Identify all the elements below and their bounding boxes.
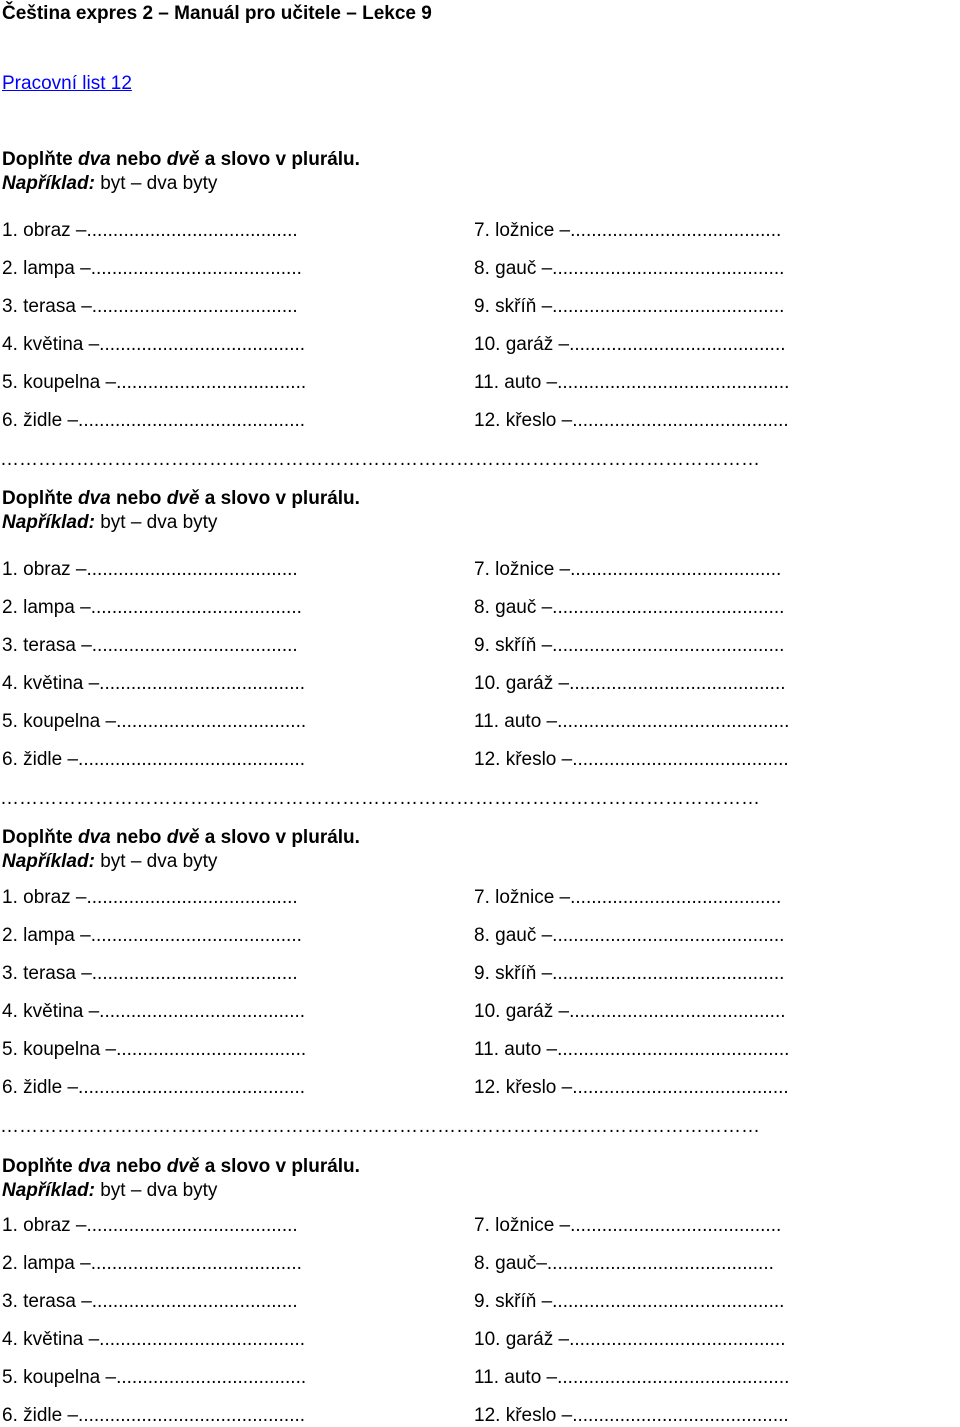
list-item: 9. skříň –............................................: [474, 1291, 785, 1312]
list-item: 6. židle –...........................................: [2, 410, 306, 431]
separator-dots: …………………………………………………………………………………………………………: [0, 450, 760, 470]
example: Například: byt – dva byty: [2, 1180, 218, 1201]
example: Například: byt – dva byty: [2, 851, 218, 872]
list-item: 4. květina –.......................................: [2, 1001, 306, 1022]
list-item: 10. garáž –.........................................: [474, 673, 786, 694]
page-title: Čeština expres 2 – Manuál pro učitele – Lekce 9: [2, 3, 432, 24]
list-item: 9. skříň –............................................: [474, 963, 785, 984]
list-item: 5. koupelna –....................................: [2, 1367, 307, 1388]
list-item: 4. květina –.......................................: [2, 334, 306, 355]
list-item: 8. gauč–...........................................: [474, 1253, 774, 1274]
list-item: 8. gauč –............................................: [474, 925, 785, 946]
list-item: 4. květina –.......................................: [2, 1329, 306, 1350]
list-item: 7. ložnice –........................................: [474, 220, 782, 241]
list-item: 6. židle –...........................................: [2, 1077, 306, 1098]
list-item: 10. garáž –.........................................: [474, 1329, 786, 1350]
list-item: 11. auto –............................................: [474, 711, 790, 732]
worksheet-link[interactable]: Pracovní list 12: [2, 73, 132, 94]
list-item: 3. terasa –.......................................: [2, 963, 298, 984]
list-item: 7. ložnice –........................................: [474, 887, 782, 908]
list-item: 8. gauč –............................................: [474, 597, 785, 618]
list-item: 12. křeslo –.........................................: [474, 1077, 789, 1098]
list-item: 6. židle –...........................................: [2, 1405, 306, 1426]
list-item: 12. křeslo –.........................................: [474, 410, 789, 431]
list-item: 1. obraz –........................................: [2, 1215, 298, 1236]
list-item: 8. gauč –............................................: [474, 258, 785, 279]
list-item: 2. lampa –........................................: [2, 258, 302, 279]
instruction: Doplňte dva nebo dvě a slovo v plurálu.: [2, 827, 360, 848]
list-item: 12. křeslo –.........................................: [474, 749, 789, 770]
list-item: 9. skříň –............................................: [474, 635, 785, 656]
list-item: 1. obraz –........................................: [2, 887, 298, 908]
list-item: 10. garáž –.........................................: [474, 1001, 786, 1022]
list-item: 5. koupelna –....................................: [2, 1039, 307, 1060]
example: Například: byt – dva byty: [2, 173, 218, 194]
separator-dots: …………………………………………………………………………………………………………: [0, 789, 760, 809]
list-item: 4. květina –.......................................: [2, 673, 306, 694]
list-item: 2. lampa –........................................: [2, 1253, 302, 1274]
list-item: 5. koupelna –....................................: [2, 372, 307, 393]
example: Například: byt – dva byty: [2, 512, 218, 533]
list-item: 3. terasa –.......................................: [2, 635, 298, 656]
list-item: 11. auto –............................................: [474, 1039, 790, 1060]
list-item: 11. auto –............................................: [474, 372, 790, 393]
list-item: 11. auto –............................................: [474, 1367, 790, 1388]
list-item: 7. ložnice –........................................: [474, 1215, 782, 1236]
instruction: Doplňte dva nebo dvě a slovo v plurálu.: [2, 149, 360, 170]
list-item: 5. koupelna –....................................: [2, 711, 307, 732]
instruction: Doplňte dva nebo dvě a slovo v plurálu.: [2, 1156, 360, 1177]
list-item: 2. lampa –........................................: [2, 925, 302, 946]
list-item: 12. křeslo –.........................................: [474, 1405, 789, 1426]
list-item: 3. terasa –.......................................: [2, 296, 298, 317]
list-item: 3. terasa –.......................................: [2, 1291, 298, 1312]
separator-dots: …………………………………………………………………………………………………………: [0, 1117, 760, 1137]
list-item: 2. lampa –........................................: [2, 597, 302, 618]
list-item: 6. židle –...........................................: [2, 749, 306, 770]
list-item: 9. skříň –............................................: [474, 296, 785, 317]
list-item: 1. obraz –........................................: [2, 559, 298, 580]
list-item: 7. ložnice –........................................: [474, 559, 782, 580]
list-item: 1. obraz –........................................: [2, 220, 298, 241]
instruction: Doplňte dva nebo dvě a slovo v plurálu.: [2, 488, 360, 509]
list-item: 10. garáž –.........................................: [474, 334, 786, 355]
